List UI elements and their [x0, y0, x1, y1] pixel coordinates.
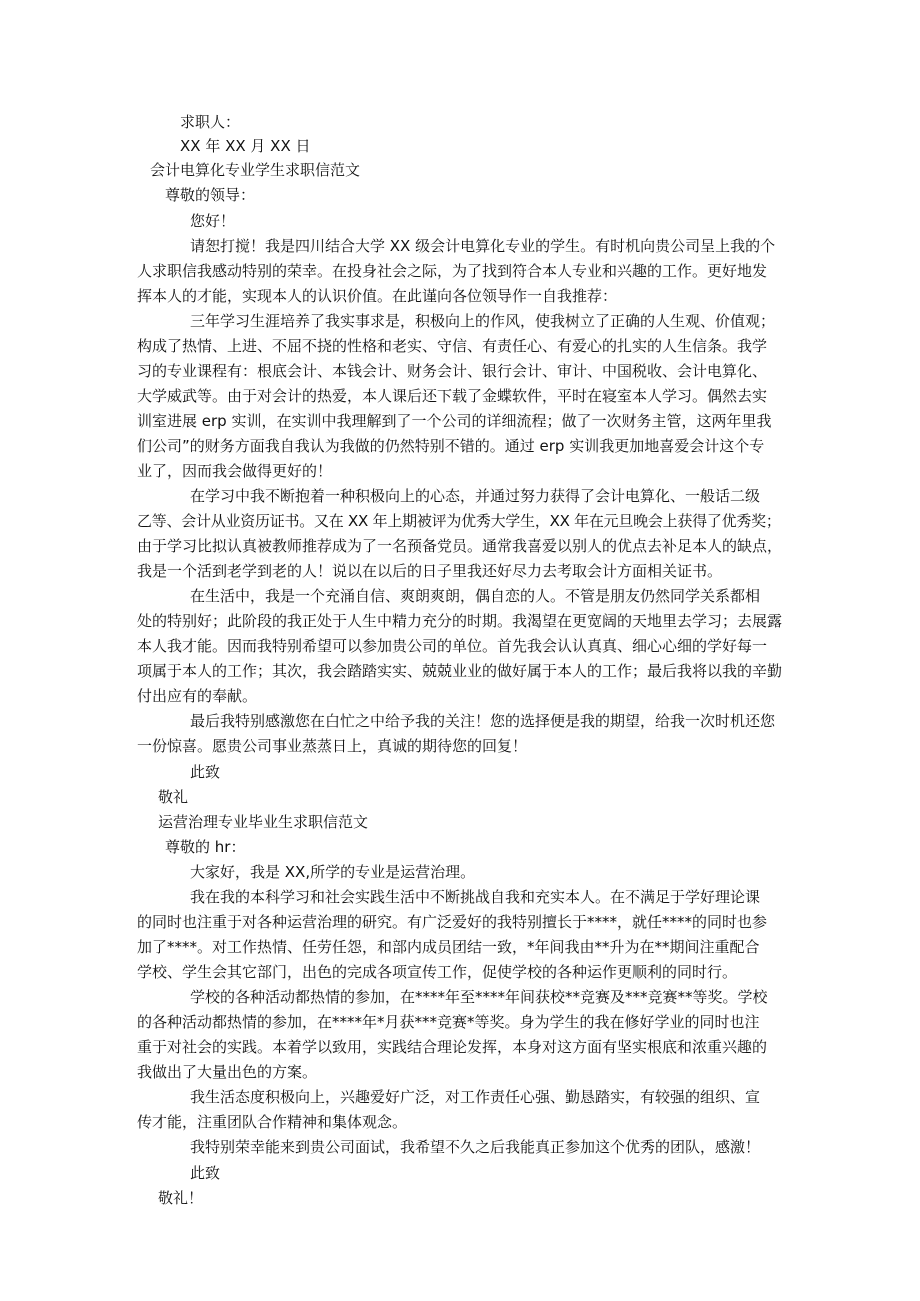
salutation: 尊敬的领导： [165, 186, 256, 204]
paragraph-line: 在生活中，我是一个充涌自信、爽朗爽朗，偶自恋的人。不管是朋友仍然同学关系都相 [190, 587, 761, 605]
paragraph-line: 三年学习生涯培养了我实事求是，积极向上的作风，使我树立了正确的人生观、价值观； [190, 312, 776, 330]
paragraph-line: 处的特别好；此阶段的我正处于人生中精力充分的时期。我渴望在更宽阔的天地里去学习；去展露 [137, 612, 783, 630]
closing-line: 此致 [190, 1164, 221, 1182]
paragraph-line: 在学习中我不断抱着一种积极向上的心态，并通过努力获得了会计电算化、一般话二级 [190, 487, 761, 505]
closing-line: 敬礼！ [158, 1189, 204, 1207]
paragraph-line: 的同时也注重于对各种运营治理的研究。有广泛爱好的我特别擅长于****，就任****的同时也参 [137, 913, 768, 931]
paragraph-line: 项属于本人的工作；其次，我会踏踏实实、兢兢业业的做好属于本人的工作；最后我将以我的辛勤 [137, 662, 783, 680]
paragraph-line: 训室进展 erp 实训，在实训中我理解到了一个公司的详细流程；做了一次财务主管，这两年里我 [137, 412, 772, 430]
paragraph-line: 重于对社会的实践。本着学以致用，实践结合理论发挥，本身对这方面有坚实根底和浓重兴趣的 [137, 1038, 768, 1056]
paragraph-line: 学校、学生会其它部门，出色的完成各项宣传工作，促使学校的各种运作更顺利的同时行。 [137, 963, 738, 981]
paragraph-line: 我在我的本科学习和社会实践生活中不断挑战自我和充实本人。在不满足于学好理论课 [190, 888, 761, 906]
paragraph-line: 业了，因而我会做得更好的！ [137, 462, 333, 480]
paragraph-line: 的各种活动都热情的参加，在****年*月获***竞赛*等奖。身为学生的我在修好学业的同时也注 [137, 1013, 760, 1031]
paragraph-line: 挥本人的才能，实现本人的认识价值。在此谨向各位领导作一自我推荐： [137, 287, 618, 305]
paragraph-line: 我生活态度积极向上，兴趣爱好广泛，对工作责任心强、勤恳踏实，有较强的组织、宣 [190, 1088, 761, 1106]
paragraph-line: 人求职信我感动特别的荣幸。在投身社会之际，为了找到符合本人专业和兴趣的工作。更好地发 [137, 262, 768, 280]
paragraph-line: 最后我特别感激您在白忙之中给予我的关注！您的选择便是我的期望，给我一次时机还您 [190, 712, 776, 730]
letter-title: 会计电算化专业学生求职信范文 [150, 161, 361, 179]
letter-title: 运营治理专业毕业生求职信范文 [158, 813, 369, 831]
paragraph-line: 构成了热情、上进、不屈不挠的性格和老实、守信、有责任心、有爱心的扎实的人生信条。我学 [137, 337, 768, 355]
paragraph-line: 大学威武等。由于对会计的热爱，本人课后还下载了金蝶软件，平时在寝室本人学习。偶然去实 [137, 387, 768, 405]
paragraph-line: 乙等、会计从业资历证书。又在 XX 年上期被评为优秀大学生，XX 年在元旦晚会上获得了优秀奖； [137, 512, 781, 530]
closing-line: 此致 [190, 763, 221, 781]
letter-date: XX 年 XX 月 XX 日 [180, 137, 311, 155]
paragraph-line: 由于学习比拟认真被教师推荐成为了一名预备党员。通常我喜爱以别人的优点去补足本人的缺点， [137, 537, 783, 555]
paragraph-line: 我是一个活到老学到老的人！说以在以后的日子里我还好尽力去考取会计方面相关证书。 [137, 562, 723, 580]
paragraph-line: 习的专业课程有：根底会计、本钱会计、财务会计、银行会计、审计、中国税收、会计电算化、 [137, 362, 768, 380]
paragraph-line: 学校的各种活动都热情的参加，在****年至****年间获校**竞赛及***竞赛**等奖。学校 [190, 988, 768, 1006]
greeting: 您好！ [190, 212, 236, 230]
paragraph-line: 们公司”的财务方面我自我认为我做的仍然特别不错的。通过 erp 实训我更加地喜爱会计这个专 [137, 437, 765, 455]
paragraph-line: 请恕打搅！我是四川结合大学 XX 级会计电算化专业的学生。有时机向贵公司呈上我的个 [190, 237, 776, 255]
paragraph-line: 我特别荣幸能来到贵公司面试，我希望不久之后我能真正参加这个优秀的团队，感激！ [190, 1138, 761, 1156]
paragraph-line: 一份惊喜。愿贵公司事业蒸蒸日上，真诚的期待您的回复！ [137, 737, 528, 755]
signature-label: 求职人： [180, 113, 241, 131]
paragraph-line: 本人我才能。因而我特别希望可以参加贵公司的单位。首先我会认认真真、细心心细的学好每一 [137, 637, 768, 655]
paragraph-line: 付出应有的奉献。 [137, 687, 258, 705]
greeting: 大家好，我是 XX,所学的专业是运营治理。 [190, 863, 476, 881]
paragraph-line: 传才能，注重团队合作精神和集体观念。 [137, 1113, 408, 1131]
salutation: 尊敬的 hr： [165, 838, 246, 856]
paragraph-line: 加了****。对工作热情、任劳任怨，和部内成员团结一致，*年间我由**升为在**期间注重配合 [137, 938, 760, 956]
closing-line: 敬礼 [158, 788, 189, 806]
paragraph-line: 我做出了大量出色的方案。 [137, 1063, 318, 1081]
